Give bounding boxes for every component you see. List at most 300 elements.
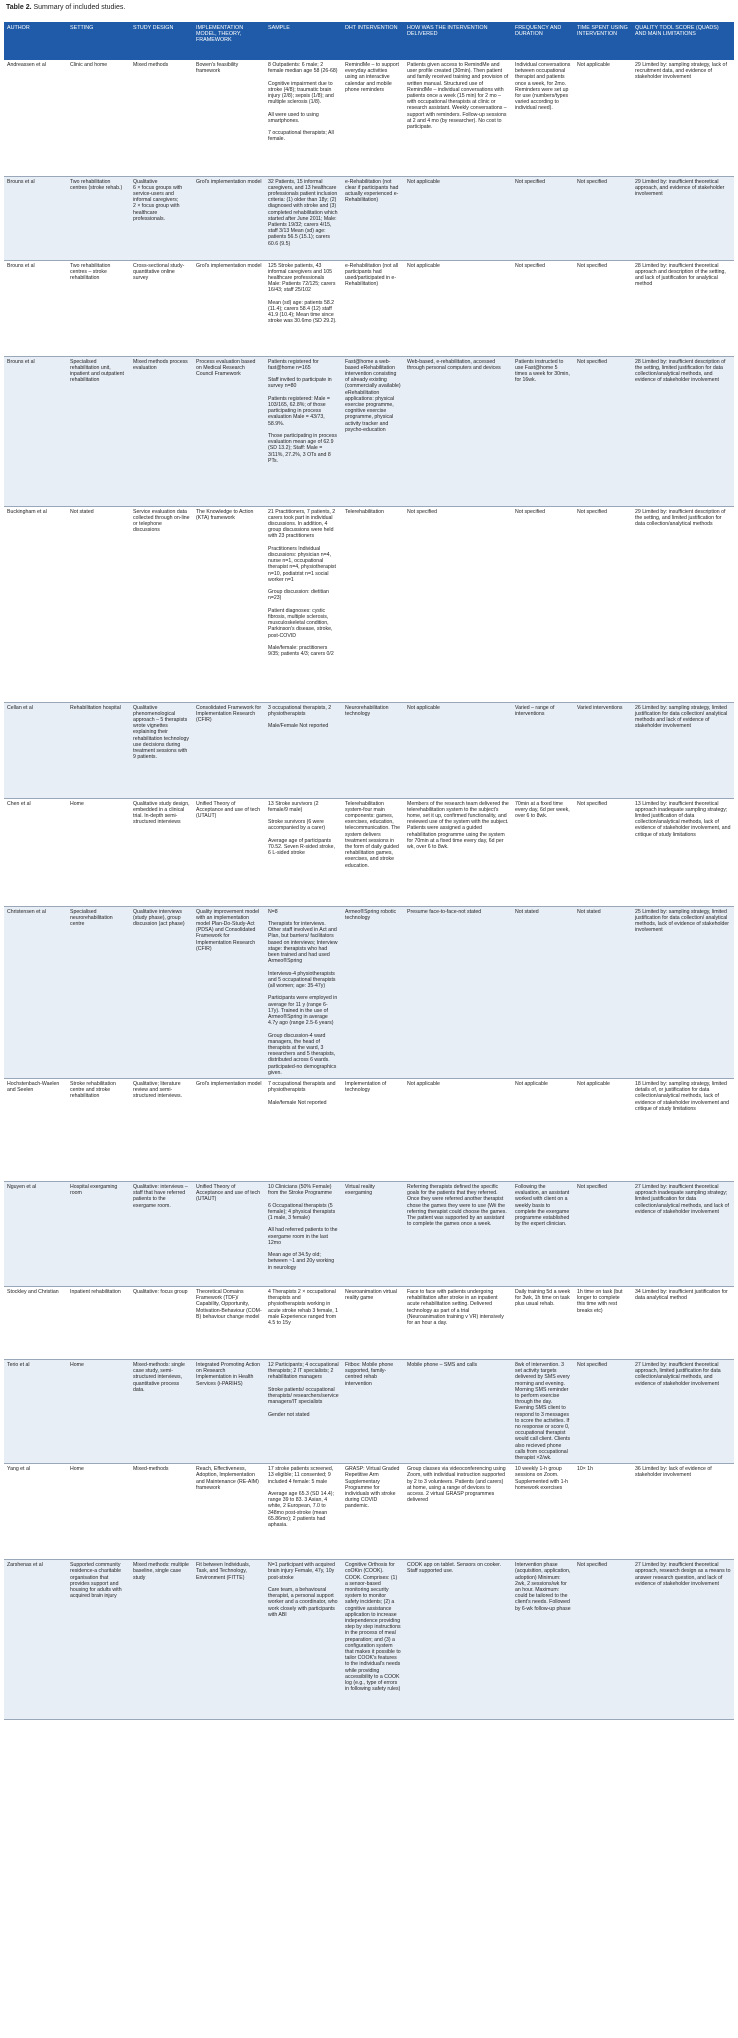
delivery-cell bbox=[404, 1464, 512, 1560]
time-cell-text: Not specified bbox=[577, 262, 607, 269]
design-cell bbox=[130, 260, 193, 356]
delivery-cell-text: Mobile phone – SMS and calls bbox=[407, 1361, 478, 1368]
time-cell bbox=[574, 506, 632, 702]
dht-cell-text: Cognitive Orthosis for coOKin (COOK). COOK. Comprises: (1) a sensor-based monitoring security system to monitor safety incidents; (2) a cognitive assistance application to increase independence providing step by step instructions in the process of meal preparation; and (3) a configuration system that makes it possible to tailor COOK's features to the individual's needs while providing accessibility to a COOK log (e.g., type of errors in following safety rules) bbox=[345, 1562, 401, 1693]
table-row bbox=[4, 702, 734, 798]
setting-cell-text: Two rehabilitation centres (stroke rehab.) bbox=[70, 178, 123, 191]
design-cell-text: Mixed methods: multiple baseline, single case study bbox=[133, 1562, 189, 1581]
author-cell bbox=[4, 1286, 67, 1359]
quality-cell bbox=[632, 1560, 734, 1720]
table-row bbox=[4, 506, 734, 702]
sample-cell bbox=[265, 1286, 342, 1359]
time-cell-text: 10× 1h bbox=[577, 1466, 594, 1473]
author-cell bbox=[4, 798, 67, 906]
quality-cell-text: 27 Limited by: insufficient theoretical approach, research design as a means to answer research question, and lack of evidence of stakeholder involvement bbox=[635, 1562, 731, 1587]
model-cell-text: Unified Theory of Acceptance and use of tech (UTAUT) bbox=[196, 800, 261, 819]
dht-cell-text: Virtual reality exergaming bbox=[345, 1183, 375, 1197]
time-cell-text: Not specified bbox=[577, 508, 607, 515]
quality-cell bbox=[632, 1359, 734, 1463]
sample-cell bbox=[265, 1464, 342, 1560]
sample-cell-text: N=8 Therapists for interviews. Other staff involved in Act and Plan, but barriers/ facilitators based on interviews; Interview stage: therapists who had been trained and had used Armeo®Spring Interviews-4 physiotherapists and 5 occupational therapists (all women; age: 35-47y) Participants were employed in average for 11 y (range 6-17y). Trained in the use of Armeo®Spring in average 4.7y ago (range 2.5-6 years) Group discussion-4 ward managers, the head of therapists at the ward, 3 researchers and 5 therapists, distributed across 6 wards. participated-no demographics given. bbox=[268, 908, 338, 1076]
design-cell bbox=[130, 702, 193, 798]
author-cell-text: Buckingham et al bbox=[7, 508, 47, 515]
setting-cell-text: Specialised rehabilitation unit, inpatient and outpatient rehabilitation bbox=[70, 358, 124, 384]
time-cell bbox=[574, 1286, 632, 1359]
quality-cell-text: 34 Limited by: insufficient justification for data analytical method bbox=[635, 1288, 728, 1302]
sample-cell bbox=[265, 506, 342, 702]
delivery-cell-text: Not applicable bbox=[407, 704, 440, 711]
model-cell-text: Consolidated Framework for Implementation Research (CFIR) bbox=[196, 704, 262, 723]
quality-cell-text: 27 Limited by: insufficient theoretical approach inadequate sampling strategy; limited justification for data collection/analytical methods, and lack of evidence of stakeholder involvement bbox=[635, 1183, 730, 1215]
quality-cell-text: 28 Limited by: insufficient description of the setting, limited justification for data collection/analytical methods, and evidence of stakeholder involvement bbox=[635, 358, 726, 384]
sample-cell-text: 17 stroke patients screened, 13 eligible; 11 consented; 9 included 4 female: 5 male Average age 65.3 (SD 14.4); range 39 to 83. 3 Asian, 4 white, 2 European, 7.0 to 348mo post-stroke (mean 65.86mo); 2 patients had aphasia. bbox=[268, 1466, 334, 1529]
delivery-cell bbox=[404, 906, 512, 1078]
model-cell-text: Unified Theory of Acceptance and use of tech (UTAUT) bbox=[196, 1183, 261, 1203]
delivery-cell bbox=[404, 1181, 512, 1286]
quality-cell-text: 27 Limited by: insufficient theoretical approach, limited justification for data collection/analytical methods, and evidence of stakeholder involvement bbox=[635, 1361, 721, 1387]
column-header: DHT INTERVENTION bbox=[342, 22, 404, 60]
delivery-cell-text: Presume face-to-face-not stated bbox=[407, 908, 482, 915]
time-cell-text: Not specified bbox=[577, 358, 607, 365]
model-cell-text: Bowen's feasibility framework bbox=[196, 62, 239, 75]
table-row bbox=[4, 906, 734, 1078]
design-cell-text: Cross-sectional study-quantitative online survey bbox=[133, 262, 185, 281]
author-cell bbox=[4, 1464, 67, 1560]
column-header: SAMPLE bbox=[265, 22, 342, 60]
sample-cell bbox=[265, 1078, 342, 1181]
quality-cell bbox=[632, 1286, 734, 1359]
quality-cell bbox=[632, 1181, 734, 1286]
time-cell bbox=[574, 60, 632, 176]
table-row bbox=[4, 1464, 734, 1560]
column-header: QUALITY TOOL SCORE (QUADS) AND MAIN LIMITATIONS bbox=[632, 22, 734, 60]
frequency-cell-text: Not specified bbox=[515, 178, 545, 185]
frequency-cell bbox=[512, 906, 574, 1078]
design-cell bbox=[130, 506, 193, 702]
time-cell-text: Not specified bbox=[577, 800, 607, 807]
quality-cell bbox=[632, 260, 734, 356]
author-cell-text: Cellan et al bbox=[7, 704, 33, 711]
frequency-cell-text: 10 weekly 1-h group sessions on Zoom. Supplemented with 1-h homework exercises bbox=[515, 1466, 569, 1491]
model-cell-text: Integrated Promoting Action on Research Implementation in Health Services (i-PARIHS) bbox=[196, 1361, 261, 1387]
setting-cell bbox=[67, 1181, 130, 1286]
frequency-cell-text: Not specified bbox=[515, 508, 545, 515]
table-body bbox=[4, 60, 734, 1720]
column-header: TIME SPENT USING INTERVENTION bbox=[574, 22, 632, 60]
quality-cell-text: 36 Limited by: lack of evidence of stakeholder involvement bbox=[635, 1466, 712, 1479]
quality-cell bbox=[632, 702, 734, 798]
delivery-cell bbox=[404, 356, 512, 506]
model-cell-text: Grol's implementation model bbox=[196, 178, 262, 185]
quality-cell-text: 26 Limited by: sampling strategy, limited justification for data collection/ analytical methods and lack of evidence of stakeholder involvement bbox=[635, 704, 728, 730]
delivery-cell-text: Not applicable bbox=[407, 178, 440, 185]
dht-cell-text: Neurorehabilitation technology bbox=[345, 704, 389, 717]
quality-cell-text: 29 Limited by: insufficient theoretical approach, and evidence of stakeholder involvement bbox=[635, 178, 725, 197]
design-cell bbox=[130, 1359, 193, 1463]
delivery-cell bbox=[404, 176, 512, 260]
sample-cell bbox=[265, 702, 342, 798]
frequency-cell bbox=[512, 1359, 574, 1463]
quality-cell bbox=[632, 60, 734, 176]
author-cell bbox=[4, 60, 67, 176]
setting-cell bbox=[67, 506, 130, 702]
design-cell-text: Qualitative; literature review and semi-structured interviews. bbox=[133, 1080, 183, 1100]
model-cell bbox=[193, 356, 265, 506]
dht-cell-text: Neuroanimation virtual reality game bbox=[345, 1288, 397, 1302]
frequency-cell-text: Not specified bbox=[515, 262, 545, 269]
author-cell-text: Nguyen et al bbox=[7, 1183, 37, 1190]
model-cell-text: Theoretical Domains Framework (TDF)/ Capability, Opportunity, Motivation-Behaviour (COM-B) behaviour change model bbox=[196, 1288, 262, 1320]
delivery-cell-text: Not applicable bbox=[407, 1080, 440, 1087]
dht-cell-text: e-Rehabilitation (not all participants had used/participated in e-Rehabilitation) bbox=[345, 262, 399, 288]
model-cell-text: Grol's implementation model bbox=[196, 1080, 262, 1087]
design-cell bbox=[130, 176, 193, 260]
frequency-cell-text: Following the evaluation, an assistant worked with client on a weekly basis to complete the exergame programme established by the expert clinician. bbox=[515, 1183, 570, 1228]
dht-cell bbox=[342, 176, 404, 260]
frequency-cell bbox=[512, 1078, 574, 1181]
design-cell bbox=[130, 356, 193, 506]
time-cell-text: Not specified bbox=[577, 1361, 607, 1368]
column-header: STUDY DESIGN bbox=[130, 22, 193, 60]
column-header: AUTHOR bbox=[4, 22, 67, 60]
sample-cell-text: 7 occupational therapists and physiotherapists Male/female Not reported bbox=[268, 1080, 336, 1106]
quality-cell-text: 29 Limited by: insufficient description of the setting, and limited justification for data collection/analytical methods bbox=[635, 508, 726, 527]
setting-cell-text: Specialised neurorehabilitation centre bbox=[70, 908, 113, 927]
sample-cell bbox=[265, 798, 342, 906]
delivery-cell bbox=[404, 1560, 512, 1720]
setting-cell bbox=[67, 356, 130, 506]
model-cell bbox=[193, 906, 265, 1078]
dht-cell bbox=[342, 1078, 404, 1181]
quality-cell-text: 13 Limited by: insufficient theoretical approach inadequate sampling strategy; limited justification of data collection/analytical methods, lack of evidence of stakeholder involvement, and critique of study limitations bbox=[635, 800, 731, 838]
model-cell-text: Grol's implementation model bbox=[196, 262, 262, 269]
table-caption bbox=[0, 0, 738, 22]
quality-cell bbox=[632, 356, 734, 506]
quality-cell bbox=[632, 1464, 734, 1560]
design-cell-text: Qualitative: interviews – staff that have referred patients to the exergame room. bbox=[133, 1183, 188, 1209]
frequency-cell-text: Patients instructed to use Fast@home 5 times a week for 30min, for 16wk. bbox=[515, 358, 570, 384]
time-cell-text: Not applicable bbox=[577, 62, 610, 68]
sample-cell bbox=[265, 356, 342, 506]
dht-cell-text: Fitbox: Mobile phone supported, family-centred rehab intervention bbox=[345, 1361, 394, 1387]
sample-cell-text: 10 Clinicians (50% Female) from the Stroke Programme 6 Occupational therapists (5 female); 4 physical therapists (1 male, 3 female) All had referred patients to the exergame room in the last 12mo Mean age of 34.5y old; between ~1 and 20y working in neurology bbox=[268, 1183, 338, 1271]
dht-cell-text: Fast@home a web-based eRehabilitation intervention consisting of already existing (commercially available) eRehabilitation applications: physical exercise programme, cognitive exercise programme, physical activity tracker and psycho-education bbox=[345, 358, 401, 433]
author-cell bbox=[4, 1560, 67, 1720]
delivery-cell-text: Members of the research team delivered the telerehabilitation system to the subject's home, set it up, confirmed functionality, and reviewed use of the system with the subject. Patients were assigned a guided rehabilitation programme using the system for 70min at a fixed time every day, 6d per wk, over 6 to 8wk. bbox=[407, 800, 509, 850]
sample-cell-text: 21 Practitioners, 7 patients, 2 carers took part in individual discussions. In addition, 4 group discussions were held with 23 practitioners Practitioners Individual discussions: physician n=4, nurse n=1, occupational therapist n=4, physiotherapist n=10, podiatrist n=1 social worker n=1 Group discussion: dietitian n=23) Patient diagnoses: cystic fibrosis, multiple sclerosis, musculoskeletal condition, Parkinson's disease, stroke, post-COVID Male/female: practitioners 9/35; patients 4/3; carers 0/2 bbox=[268, 508, 336, 658]
time-cell bbox=[574, 798, 632, 906]
sample-cell-text: 4 Therapists 2 × occupational therapists and physiotherapists working in acute stroke rehab 3 female, 1 male Experience ranged from 4.5 to 15y bbox=[268, 1288, 339, 1326]
delivery-cell bbox=[404, 702, 512, 798]
design-cell-text: Qualitative: focus group bbox=[133, 1288, 188, 1295]
table-row bbox=[4, 60, 734, 176]
design-cell-text: Qualitative 6 × focus groups with service-users and informal caregivers; 2 × focus group with healthcare professionals. bbox=[133, 178, 183, 222]
frequency-cell bbox=[512, 356, 574, 506]
author-cell bbox=[4, 1078, 67, 1181]
time-cell-text: Not specified bbox=[577, 178, 607, 185]
design-cell-text: Qualitative phenomenological approach – 5 therapists wrote vignettes explaining their rehabilitation technology use decisions during treatment sessions with 9 patients. bbox=[133, 704, 189, 761]
design-cell bbox=[130, 1181, 193, 1286]
delivery-cell bbox=[404, 1359, 512, 1463]
column-header: FREQUENCY AND DURATION bbox=[512, 22, 574, 60]
frequency-cell bbox=[512, 260, 574, 356]
table-caption-text: Summary of included studies. bbox=[33, 4, 126, 11]
author-cell-text: Zarshenas et al bbox=[7, 1562, 43, 1569]
quality-cell bbox=[632, 906, 734, 1078]
frequency-cell-text: Varied – range of interventions bbox=[515, 704, 555, 717]
table-row bbox=[4, 176, 734, 260]
model-cell bbox=[193, 1286, 265, 1359]
model-cell bbox=[193, 1181, 265, 1286]
design-cell-text: Mixed methods bbox=[133, 62, 169, 68]
time-cell bbox=[574, 1560, 632, 1720]
quality-cell bbox=[632, 506, 734, 702]
dht-cell bbox=[342, 1560, 404, 1720]
author-cell-text: Christensen et al bbox=[7, 908, 46, 915]
model-cell bbox=[193, 1560, 265, 1720]
table-row bbox=[4, 1078, 734, 1181]
setting-cell-text: Home bbox=[70, 1361, 84, 1368]
author-cell-text: Hochstenbach-Waelen and Seelen bbox=[7, 1080, 60, 1094]
design-cell-text: Qualitative interviews (study phase), group discussion (act phase) bbox=[133, 908, 185, 927]
frequency-cell bbox=[512, 1181, 574, 1286]
dht-cell bbox=[342, 1181, 404, 1286]
column-header: SETTING bbox=[67, 22, 130, 60]
setting-cell-text: Rehabilitation hospital bbox=[70, 704, 121, 711]
time-cell bbox=[574, 356, 632, 506]
author-cell bbox=[4, 506, 67, 702]
author-cell-text: Brouns et al bbox=[7, 262, 35, 269]
quality-cell bbox=[632, 176, 734, 260]
author-cell bbox=[4, 176, 67, 260]
model-cell bbox=[193, 176, 265, 260]
time-cell bbox=[574, 1359, 632, 1463]
quality-cell-text: 29 Limited by: sampling strategy, lack of recruitment data, and evidence of stakeholder involvement bbox=[635, 62, 727, 81]
author-cell bbox=[4, 1181, 67, 1286]
delivery-cell-text: Face to face with patients undergoing rehabilitation after stroke in an inpatient acute rehabilitation setting. Delivered technology as part of a trial (Neuroanimation training v VR) intensively for an hour a day. bbox=[407, 1288, 504, 1326]
quality-cell bbox=[632, 798, 734, 906]
quality-cell-text: 28 Limited by: insufficient theoretical approach and description of the setting, and lack of justification for analytical method bbox=[635, 262, 726, 288]
delivery-cell bbox=[404, 1286, 512, 1359]
sample-cell-text: 32 Patients, 15 informal caregivers, and 13 healthcare professionals patient inclusion criteria: (1) older than 18y; (2) diagnosed with stroke and (3) completed rehabilitation which started after June 2011; Male: Patients 19/32; carers 4/15, staff 3/13 Mean (sd) age: patients 56.5 (15.1); carers 60.6 (9.5) bbox=[268, 178, 338, 247]
time-cell-text: Not specified bbox=[577, 1183, 607, 1190]
delivery-cell bbox=[404, 1078, 512, 1181]
design-cell bbox=[130, 1464, 193, 1560]
model-cell-text: Fit between Individuals, Task, and Technology, Environment (FITTE) bbox=[196, 1562, 251, 1581]
setting-cell bbox=[67, 260, 130, 356]
time-cell-text: Varied interventions bbox=[577, 704, 623, 711]
time-cell-text: 1h time on task (but longer to complete this time with rest breaks etc) bbox=[577, 1288, 623, 1314]
quality-cell bbox=[632, 1078, 734, 1181]
setting-cell-text: Clinic and home bbox=[70, 62, 108, 68]
author-cell-text: Brouns et al bbox=[7, 178, 35, 185]
frequency-cell-text: 8wk of intervention. 3 set activity targets delivered by SMS every morning and evening. Morning SMS reminder to perform exercise through the day. Evening SMS client to respond to 3 messages to score the activities. If no response or score 0, occupational therapist would call client. Clients also recieved phone calls from occupational therapist ×2/wk. bbox=[515, 1361, 571, 1462]
sample-cell-text: 8 Outpatients: 6 male; 2 female median age 58 (26-68) Cognitive impairment due to stroke (4/8); traumatic brain injury (2/8); sepsis (1/8); and multiple sclerosis (1/8). All were used to using smartphones. 7 occupational therapists; All female. bbox=[268, 62, 338, 143]
time-cell-text: Not specified bbox=[577, 1562, 607, 1569]
dht-cell bbox=[342, 702, 404, 798]
time-cell bbox=[574, 1078, 632, 1181]
setting-cell bbox=[67, 798, 130, 906]
author-cell bbox=[4, 356, 67, 506]
table-label: Table 2. bbox=[6, 4, 32, 11]
delivery-cell-text: Referring therapists defined the specific goals for the patients that they referred. Once they were referred another therapist chose the games they were to use (Wii the referring therapist could choose the games. The patient was supported by an assistant to complete the games once a week. bbox=[407, 1183, 507, 1228]
dht-cell-text: Armeo®Spring robotic technology bbox=[345, 908, 397, 921]
frequency-cell bbox=[512, 60, 574, 176]
sample-cell-text: 13 Stroke survivors (2 female/9 male) Stroke survivors (6 were accompanied by a carer) Average age of participants 70.52. Seven R-sided stroke, 6 L-sided stroke bbox=[268, 800, 335, 857]
author-cell-text: Stockley and Christian bbox=[7, 1288, 59, 1295]
setting-cell-text: Not stated bbox=[70, 508, 94, 515]
model-cell bbox=[193, 60, 265, 176]
design-cell bbox=[130, 1078, 193, 1181]
column-header: IMPLEMENTATION MODEL, THEORY, FRAMEWORK bbox=[193, 22, 265, 60]
column-header: HOW WAS THE INTERVENTION DELIVERED bbox=[404, 22, 512, 60]
time-cell bbox=[574, 1181, 632, 1286]
design-cell bbox=[130, 1560, 193, 1720]
model-cell-text: Reach, Effectiveness, Adoption, Implementation and Maintenance (RE-AIM) framework bbox=[196, 1466, 259, 1491]
model-cell bbox=[193, 260, 265, 356]
setting-cell-text: Supported community residence-a charitable organisation that provides support and housing for adults with acquired brain injury bbox=[70, 1562, 122, 1600]
frequency-cell bbox=[512, 1560, 574, 1720]
time-cell-text: Not stated bbox=[577, 908, 601, 915]
dht-cell bbox=[342, 506, 404, 702]
setting-cell bbox=[67, 1560, 130, 1720]
time-cell bbox=[574, 906, 632, 1078]
setting-cell bbox=[67, 176, 130, 260]
dht-cell-text: Telerehabilitation bbox=[345, 508, 384, 515]
delivery-cell bbox=[404, 260, 512, 356]
studies-table bbox=[4, 22, 734, 1720]
design-cell-text: Mixed methods process evaluation bbox=[133, 358, 188, 371]
sample-cell bbox=[265, 1359, 342, 1463]
dht-cell-text: e-Rehabilitation (not clear if participants had actually experienced e-Rehabilitation) bbox=[345, 178, 399, 204]
frequency-cell-text: Daily training 5d a week for 3wk, 1h time on task plus usual rehab. bbox=[515, 1288, 571, 1308]
delivery-cell-text: Not specified bbox=[407, 508, 437, 515]
setting-cell-text: Home bbox=[70, 800, 84, 807]
delivery-cell-text: COOK app on tablet. Sensors on cooker. Staff supported use. bbox=[407, 1562, 502, 1575]
table-row bbox=[4, 798, 734, 906]
design-cell-text: Mixed-methods: single case study, semi-structured interviews, quantitative process data. bbox=[133, 1361, 185, 1393]
frequency-cell bbox=[512, 176, 574, 260]
sample-cell-text: 3 occupational therapists, 2 physiotherapists Male/Female Not reported bbox=[268, 704, 332, 730]
sample-cell bbox=[265, 176, 342, 260]
sample-cell-text: 12 Participants; 4 occupational therapists; 2 IT specialists; 2 rehabilitation managers Stroke patients/ occupational therapists/ researchers/service managers/IT specialists Gender not stated bbox=[268, 1361, 339, 1418]
setting-cell bbox=[67, 906, 130, 1078]
setting-cell bbox=[67, 1359, 130, 1463]
author-cell-text: Yang et al bbox=[7, 1466, 30, 1473]
design-cell-text: Service evaluation data collected through on-line or telephone discussions bbox=[133, 508, 190, 534]
time-cell bbox=[574, 702, 632, 798]
sample-cell-text: 125 Stroke patients, 43 informal caregivers and 105 healthcare professionals Male: Patients 72/125; carers 16/43; staff 25/102 Mean (sd) age: patients 58.2 (11.4); carers 58.4 (12) staff 41.9 (10.4); Mean time since stroke was 30.6mo (SD 29.2). bbox=[268, 262, 337, 325]
model-cell-text: Quality improvement model with an implementation model Plan-Do-Study-Act (PDSA) and Consolidated Framework for Implementation Research (CFIR) bbox=[196, 908, 260, 952]
delivery-cell bbox=[404, 60, 512, 176]
author-cell bbox=[4, 702, 67, 798]
table-row bbox=[4, 1286, 734, 1359]
time-cell bbox=[574, 260, 632, 356]
dht-cell bbox=[342, 1359, 404, 1463]
quality-cell-text: 18 Limited by: sampling strategy, limited details of, or justification for data collection/analytical methods, lack of evidence of stakeholder involvement and critique of study limitations bbox=[635, 1080, 730, 1112]
setting-cell bbox=[67, 1286, 130, 1359]
author-cell-text: Chen et al bbox=[7, 800, 31, 807]
dht-cell bbox=[342, 60, 404, 176]
sample-cell-text: Patients registered for fast@home n=165 Staff invited to participate in survey n=80 Patients registered: Male = 103/165, 62.8%; of those participating in process evaluation Male = 43/73, 58.9%. Those participating in process evaluation mean age of 62.9 (SD 13.2); Staff: Male = 3/11%, 27.2%, 3 OTs and 8 PTs. bbox=[268, 358, 337, 464]
delivery-cell-text: Group classes via videoconferencing using Zoom, with individual instruction supported by 2 to 3 volunteers. Patients (and carers) at home, using a range of devices to access. 2 virtual GRASP programmes delivered bbox=[407, 1466, 506, 1504]
frequency-cell-text: Not applicable bbox=[515, 1080, 548, 1087]
frequency-cell bbox=[512, 506, 574, 702]
model-cell bbox=[193, 1078, 265, 1181]
design-cell-text: Mixed-methods bbox=[133, 1466, 169, 1473]
delivery-cell-text: Patients given access to RemindMe and user profile created (30min). Then patient and family received training and provision of written manual. Structured use of RemindMe – individual conversations with patients once a week (15 min) for 2 mo – with occupational therapists at clinic or research assistant. Weekly conversations – support with reminders. Follow-up sessions at 2 and 4 mo (by researcher). No cost to participate. bbox=[407, 62, 509, 131]
design-cell bbox=[130, 1286, 193, 1359]
setting-cell bbox=[67, 1464, 130, 1560]
dht-cell bbox=[342, 356, 404, 506]
setting-cell bbox=[67, 60, 130, 176]
frequency-cell bbox=[512, 1464, 574, 1560]
model-cell-text: The Knowledge to Action (KTA) framework bbox=[196, 508, 254, 521]
frequency-cell bbox=[512, 798, 574, 906]
dht-cell bbox=[342, 1464, 404, 1560]
setting-cell-text: Hospital exergaming room bbox=[70, 1183, 118, 1197]
design-cell bbox=[130, 798, 193, 906]
frequency-cell-text: Not stated bbox=[515, 908, 539, 915]
sample-cell bbox=[265, 60, 342, 176]
frequency-cell-text: Individual conversations between occupational therapist and patients once a week, for 2mo. Reminders were set up for use (numbers/types varied according to individual need). bbox=[515, 62, 571, 112]
setting-cell bbox=[67, 702, 130, 798]
table-row bbox=[4, 356, 734, 506]
model-cell-text: Process evaluation based on Medical Research Council Framework bbox=[196, 358, 256, 377]
quality-cell-text: 25 Limited by: sampling strategy, limited justification for data collection/ analytical methods, lack of evidence of stakeholder involvement bbox=[635, 908, 730, 934]
delivery-cell bbox=[404, 798, 512, 906]
model-cell bbox=[193, 1464, 265, 1560]
author-cell-text: Brouns et al bbox=[7, 358, 35, 365]
author-cell-text: Andreassen et al bbox=[7, 62, 46, 68]
dht-cell-text: RemindMe – to support everyday activities using an interactive calendar and mobile phone reminders bbox=[345, 62, 399, 93]
dht-cell bbox=[342, 1286, 404, 1359]
delivery-cell bbox=[404, 506, 512, 702]
frequency-cell bbox=[512, 1286, 574, 1359]
author-cell bbox=[4, 260, 67, 356]
model-cell bbox=[193, 1359, 265, 1463]
sample-cell bbox=[265, 1181, 342, 1286]
sample-cell-text: N=1 participant with acquired brain injury Female, 47y, 10y post-stroke Care team, a behavioural therapist, a personal support worker and a coordinator, who work closely with participants with ABI bbox=[268, 1562, 338, 1618]
sample-cell bbox=[265, 1560, 342, 1720]
author-cell-text: Terio et al bbox=[7, 1361, 30, 1368]
dht-cell-text: Telerehabilitation system-four main components: games, exercises, education, telecommunication. The system delivers treatment sessions in the form of daily guided rehabilitation games, exercises, and stroke education. bbox=[345, 800, 400, 869]
time-cell bbox=[574, 1464, 632, 1560]
table-row bbox=[4, 1359, 734, 1463]
time-cell bbox=[574, 176, 632, 260]
setting-cell bbox=[67, 1078, 130, 1181]
frequency-cell-text: 70min at a fixed time every day, 6d per week, over 6 to 8wk. bbox=[515, 800, 570, 819]
table-row bbox=[4, 1181, 734, 1286]
dht-cell bbox=[342, 260, 404, 356]
time-cell-text: Not applicable bbox=[577, 1080, 610, 1087]
sample-cell bbox=[265, 260, 342, 356]
setting-cell-text: Inpatient rehabilitation bbox=[70, 1288, 121, 1295]
design-cell bbox=[130, 906, 193, 1078]
dht-cell-text: GRASP: Virtual Graded Repetitive Arm Supplementary Programme for individuals with stroke during COVID pandemic. bbox=[345, 1466, 400, 1510]
model-cell bbox=[193, 702, 265, 798]
setting-cell-text: Stroke rehabilitation centre and stroke rehabilitation bbox=[70, 1080, 116, 1100]
table-header bbox=[4, 22, 734, 60]
table-row bbox=[4, 260, 734, 356]
design-cell bbox=[130, 60, 193, 176]
model-cell bbox=[193, 506, 265, 702]
table-row bbox=[4, 1560, 734, 1720]
dht-cell-text: Implementation of technology bbox=[345, 1080, 387, 1094]
author-cell bbox=[4, 906, 67, 1078]
design-cell-text: Qualitative study design, embedded in a clinical trial. In-depth semi-structured interviews bbox=[133, 800, 190, 826]
model-cell bbox=[193, 798, 265, 906]
